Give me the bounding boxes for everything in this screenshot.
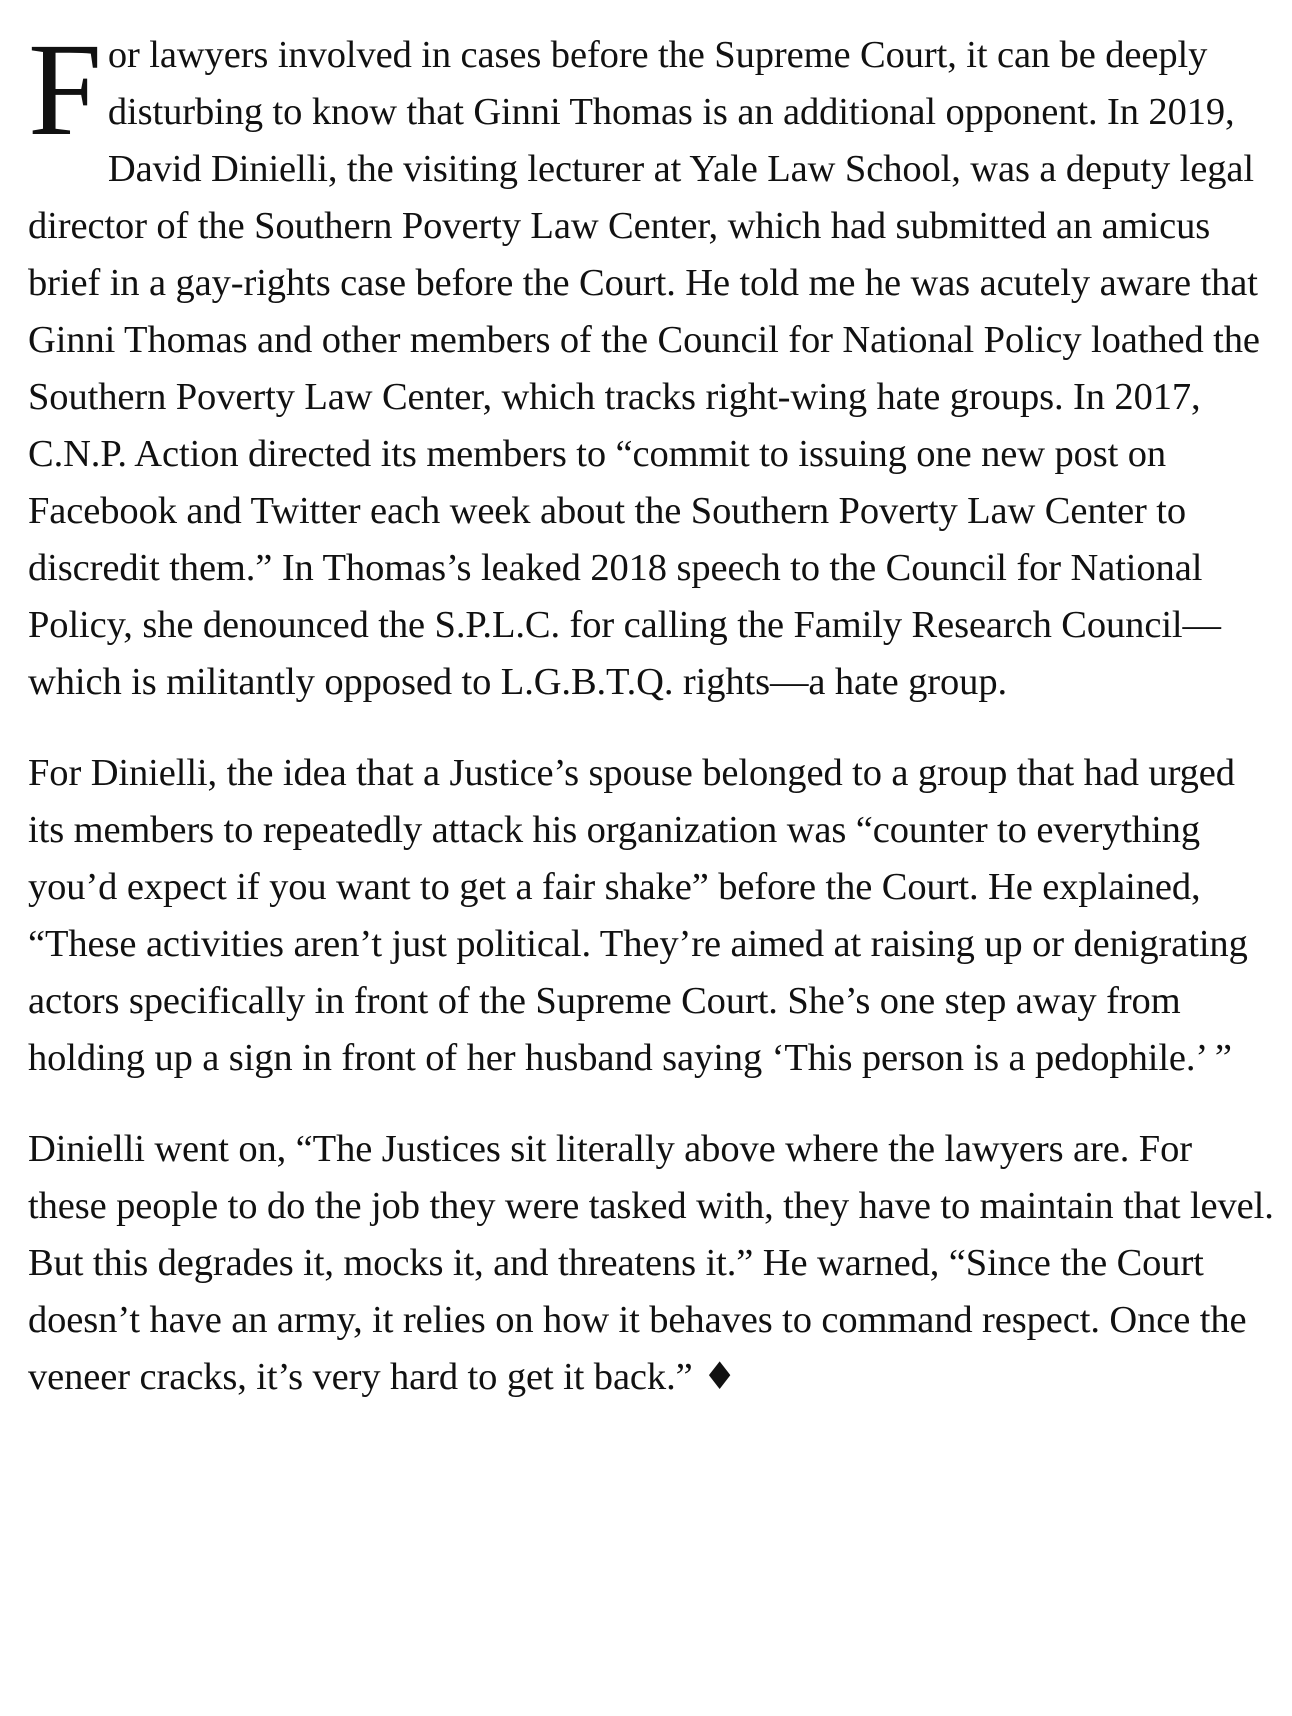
paragraph-3 — [28, 1121, 1278, 1406]
paragraph-1-text: or lawyers involved in cases before the Supreme Court, it can be deeply disturbing to know that Ginni Thomas is an additional opponent. In 2019, David Dinielli, the visiting lecturer at Yale Law School, was a deputy legal director of the Southern Poverty Law Center, which had submitted an amicus brief in a gay-rights case before the Court. He told me he was acutely aware that Ginni Thomas and other members of the Council for National Policy loathed the Southern Poverty Law Center, which tracks right-wing hate groups. In 2017, C.N.P. Action directed its members to “commit to issuing one new post on Facebook and Twitter each week about the Southern Poverty Law Center to discredit them.” In Thomas’s leaked 2018 speech to the Council for National Policy, she denounced the S.P.L.C. for calling the Family Research Council—which is militantly opposed to L.G.B.T.Q. rights—a hate group. — [28, 34, 1260, 703]
paragraph-2-text: For Dinielli, the idea that a Justice’s spouse belonged to a group that had urged its members to repeatedly attack his organization was “counter to everything you’d expect if you want to get a fair shake” before the Court. He explained, “These activities aren’t just political. They’re aimed at raising up or denigrating actors specifically in front of the Supreme Court. She’s one step away from holding up a sign in front of her husband saying ‘This person is a pedophile.’ ” — [28, 752, 1248, 1079]
article-body — [28, 15, 1278, 1440]
paragraph-2 — [28, 745, 1278, 1087]
drop-cap: F — [28, 15, 102, 163]
diamond-end-mark-icon: ♦ — [702, 1354, 737, 1398]
paragraph-1 — [28, 15, 1278, 711]
paragraph-3-text: Dinielli went on, “The Justices sit literally above where the lawyers are. For these people to do the job they were tasked with, they have to maintain that level. But this degrades it, mocks it, and threatens it.” He warned, “Since the Court doesn’t have an army, it relies on how it behaves to command respect. Once the veneer cracks, it’s very hard to get it back.” — [28, 1128, 1274, 1398]
